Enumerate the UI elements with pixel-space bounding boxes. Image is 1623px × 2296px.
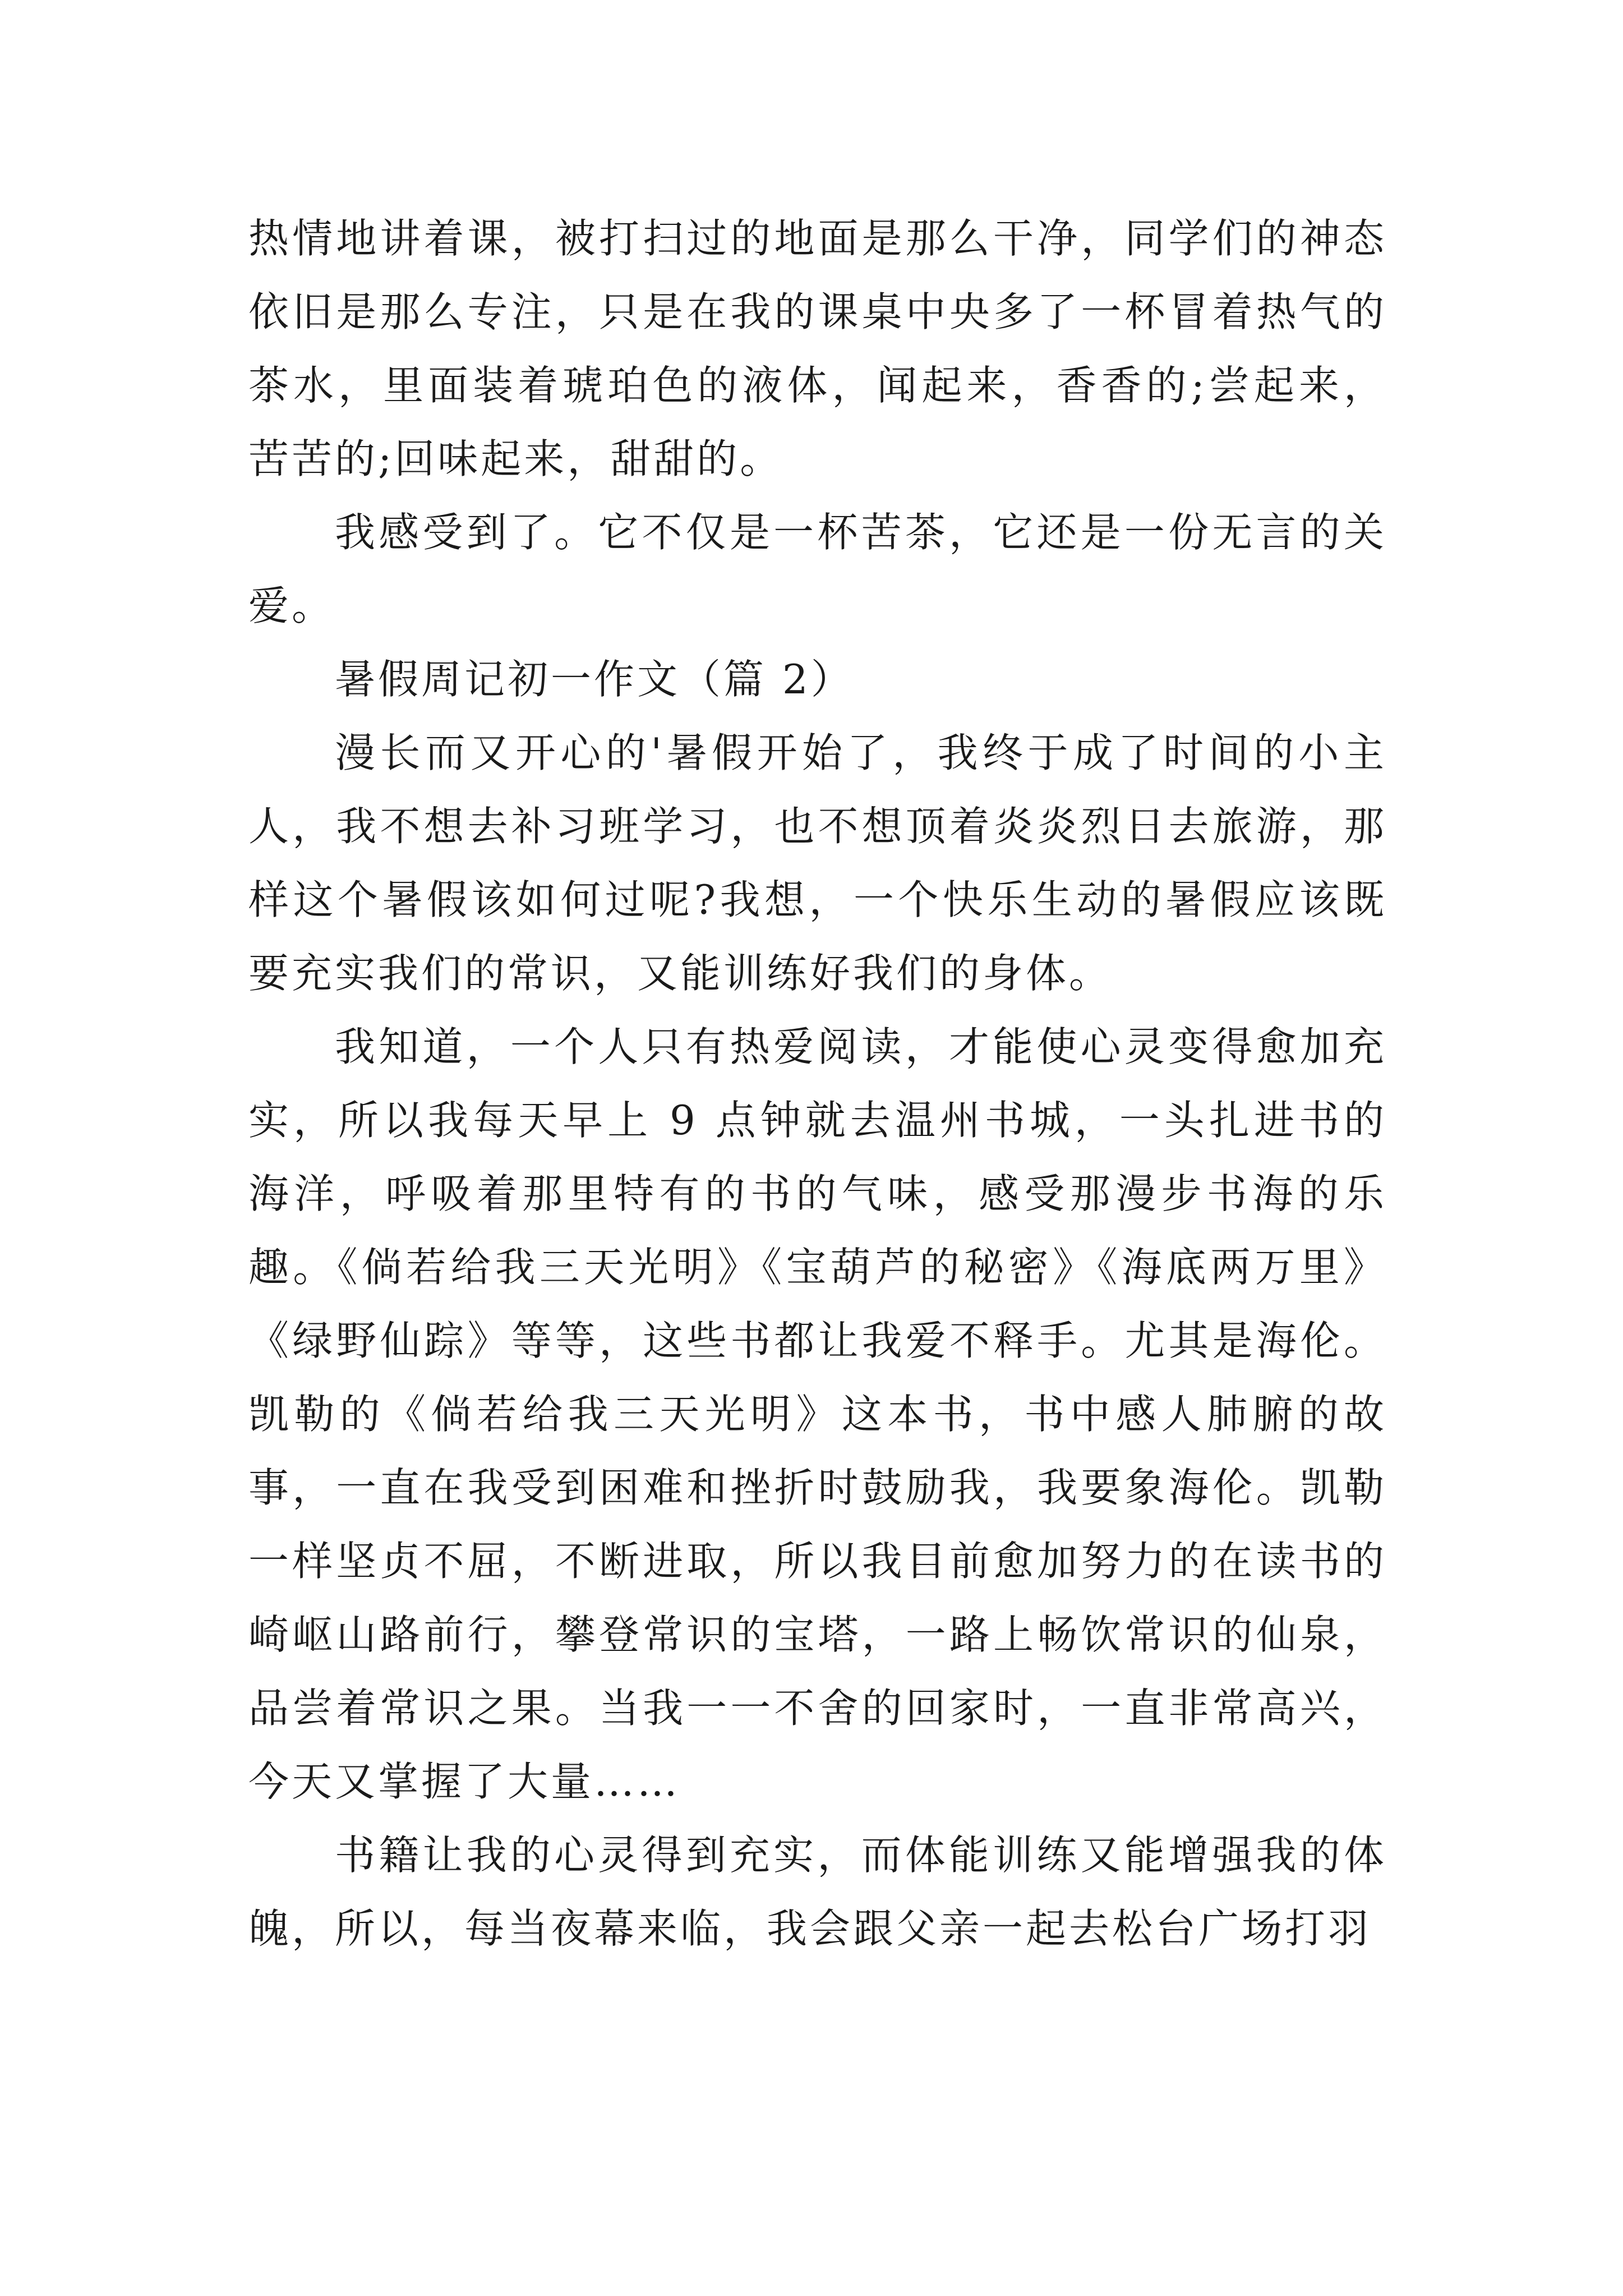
paragraph-summer-start: 漫长而又开心的'暑假开始了，我终于成了时间的小主人，我不想去补习班学习，也不想顶着炎炎烈日去旅游，那样这个暑假该如何过呢?我想，一个快乐生动的暑假应该既要充实我们的常识，又能训练好我们的身体。 <box>248 729 1387 997</box>
paragraph-feeling: 我感受到了。它不仅是一杯苦茶，它还是一份无言的关爱。 <box>248 509 1387 629</box>
paragraph-reading: 我知道，一个人只有热爱阅读，才能使心灵变得愈加充实，所以我每天早上 9 点钟就去温州书城，一头扎进书的海洋，呼吸着那里特有的书的气味，感受那漫步书海的乐趣。《倘若给我三天光明》《宝葫芦的秘密》《海底两万里》《绿野仙踪》等等，这些书都让我爱不释手。尤其是海伦。凯勒的《倘若给我三天光明》这本书，书中感人肺腑的故事，一直在我受到困难和挫折时鼓励我，我要象海伦。凯勒一样坚贞不屈，不断进取，所以我目前愈加努力的在读书的崎岖山路前行，攀登常识的宝塔，一路上畅饮常识的仙泉，品尝着常识之果。当我一一不舍的回家时，一直非常高兴，今天又掌握了大量…… <box>248 1023 1387 1805</box>
paragraph-continuation: 热情地讲着课，被打扫过的地面是那么干净，同学们的神态依旧是那么专注，只是在我的课桌中央多了一杯冒着热气的茶水，里面装着琥珀色的液体，闻起来，香香的;尝起来，苦苦的;回味起来，甜甜的。 <box>248 215 1387 482</box>
paragraph-exercise: 书籍让我的心灵得到充实，而体能训练又能增强我的体魄，所以，每当夜幕来临，我会跟父亲一起去松台广场打羽 <box>248 1832 1387 1952</box>
section-heading: 暑假周记初一作文（篇 2） <box>335 656 854 703</box>
document-body <box>248 202 1387 1966</box>
